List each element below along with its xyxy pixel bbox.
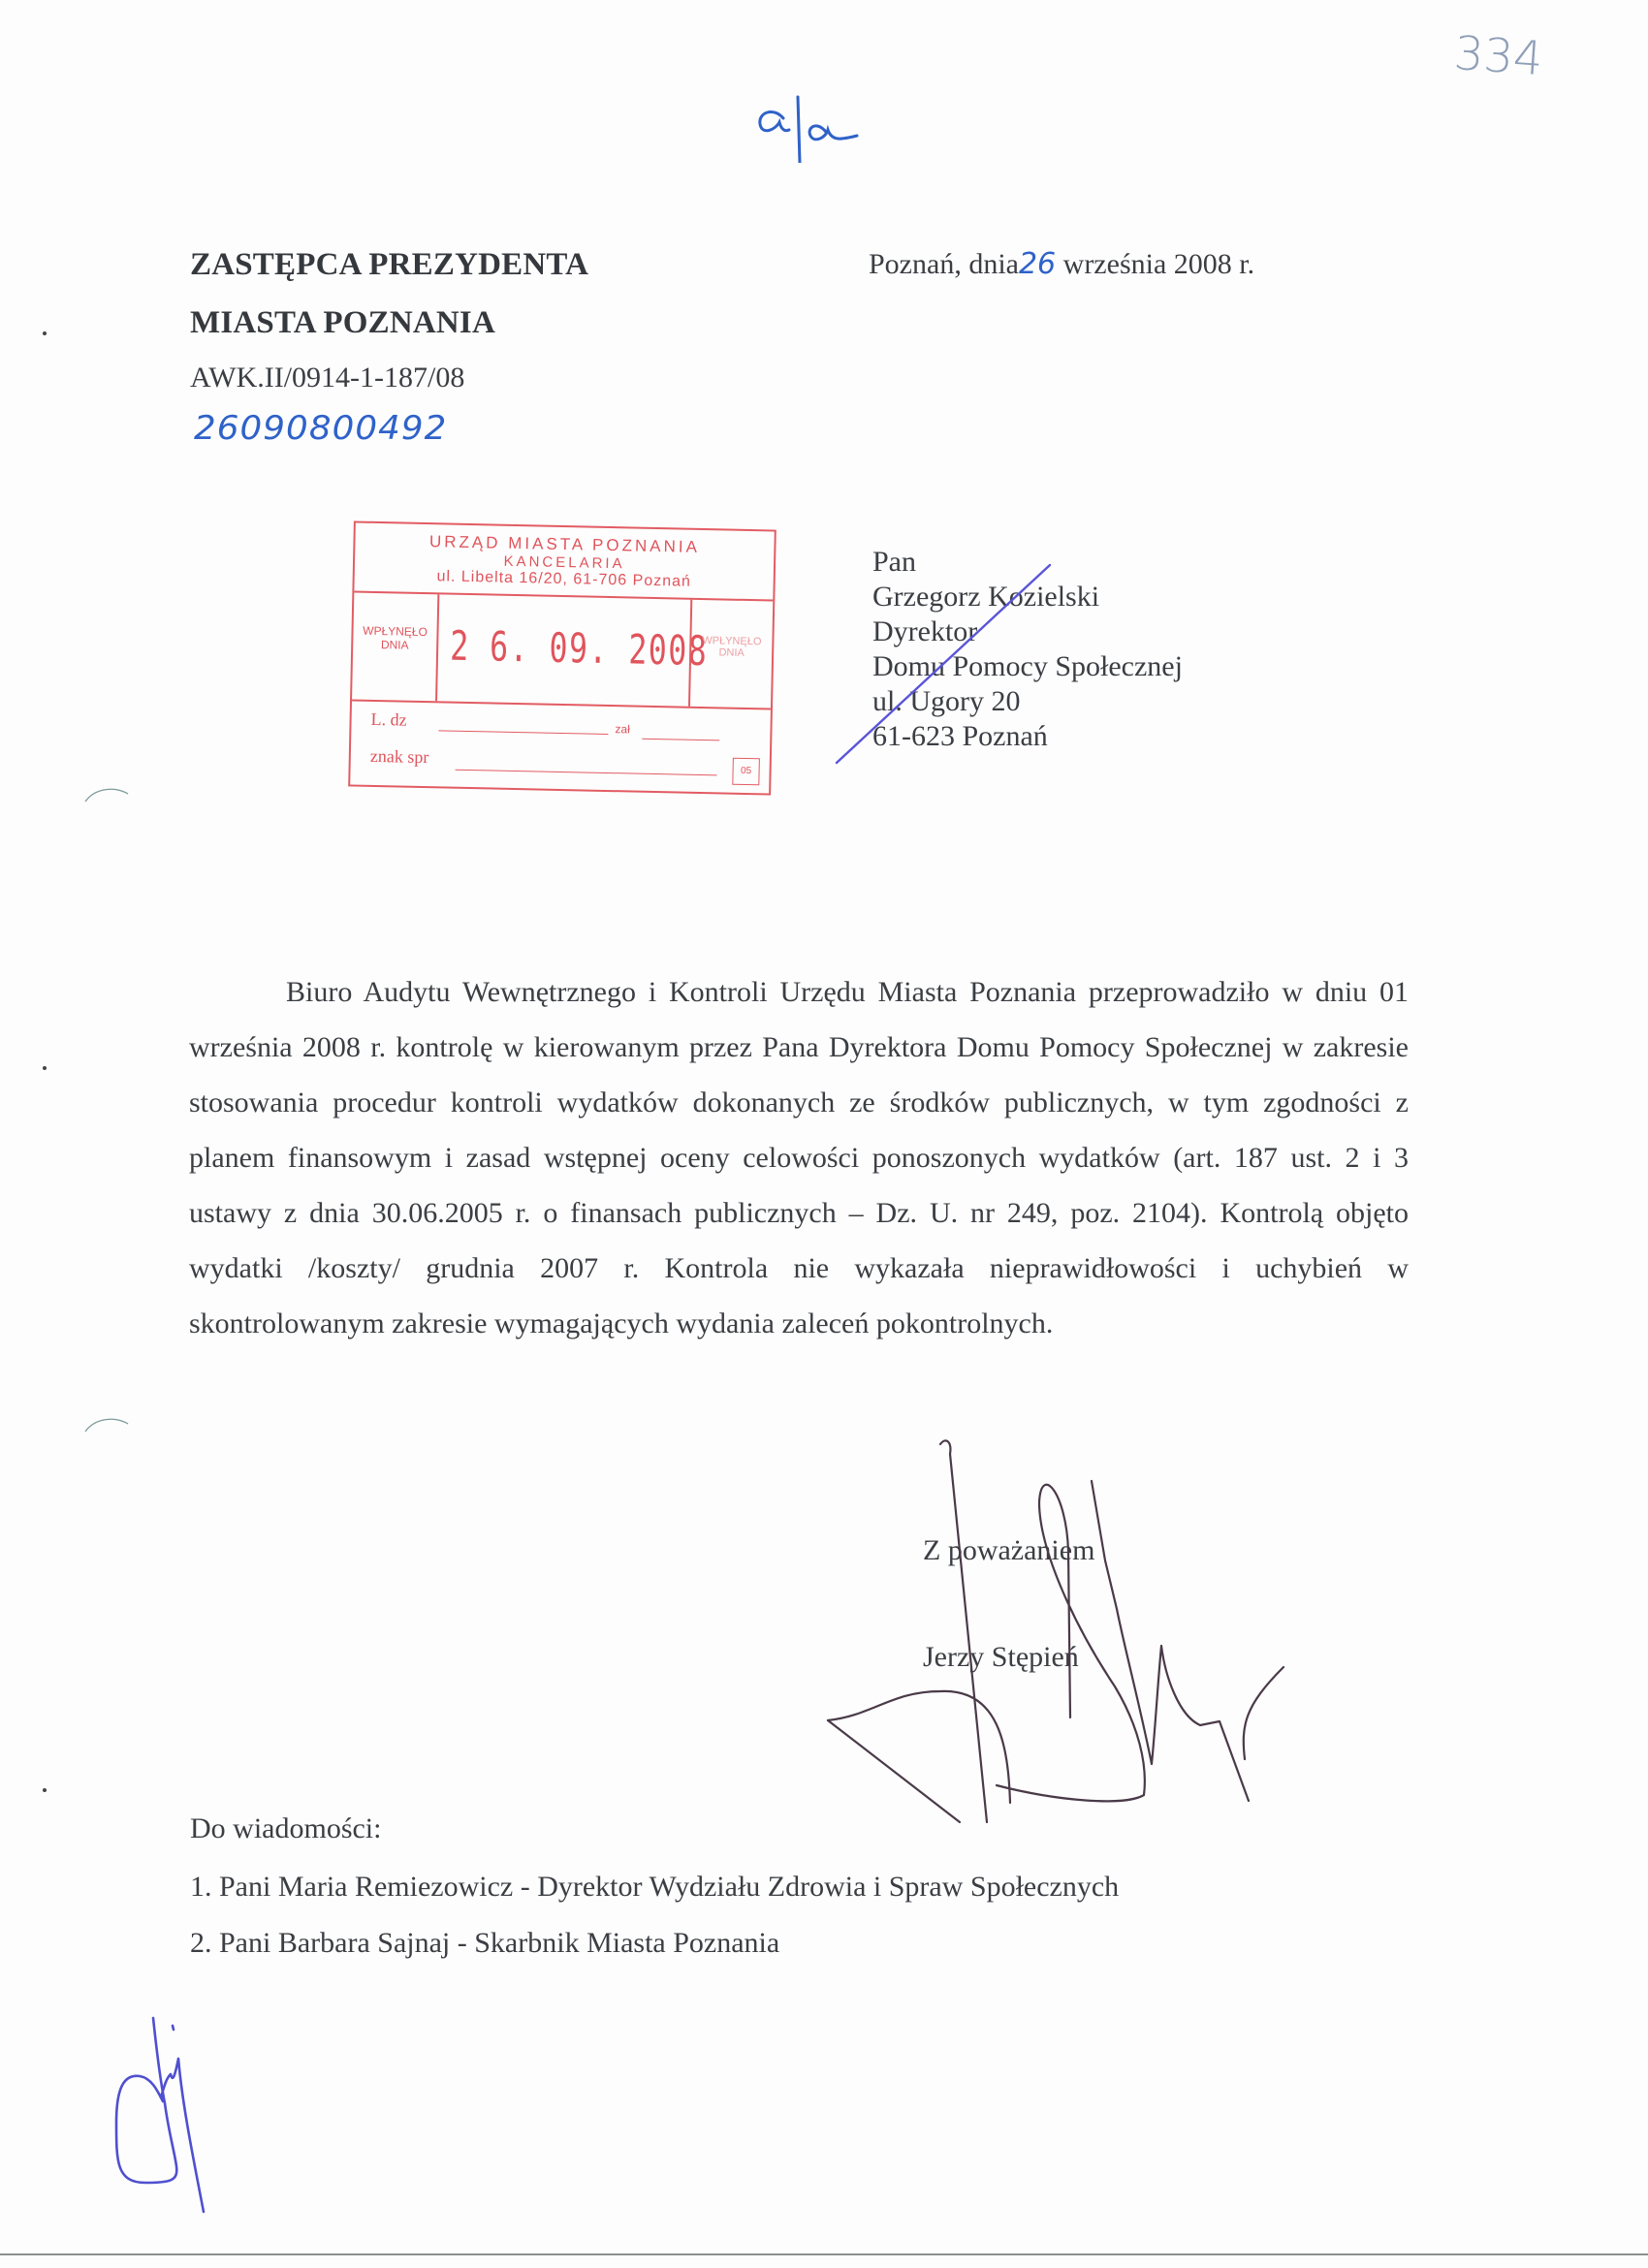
recipient-line: Grzegorz Kozielski — [872, 581, 1100, 613]
stamp-label-text: DNIA — [718, 646, 745, 659]
handwritten-initials — [78, 1997, 271, 2268]
handwritten-page-number: 334 — [1452, 25, 1545, 87]
recipient-line: Pan — [872, 546, 916, 578]
date-prefix: Poznań, dnia — [869, 248, 1019, 280]
stamp-label-text: DNIA — [380, 638, 409, 652]
stamp-date-row — [352, 592, 773, 709]
handwritten-top-mark — [746, 85, 872, 163]
sender-city: MIASTA POZNANIA — [190, 305, 496, 340]
reference-number: AWK.II/0914-1-187/08 — [190, 362, 465, 394]
pen-stroke-mark — [829, 557, 1062, 771]
signatory-name: Jerzy Stępień — [923, 1641, 1079, 1673]
body-paragraph: Biuro Audytu Wewnętrznego i Kontroli Urzędu Miasta Poznania przeprowadziło w dniu 01 września 2008 r. kontrolę w kierowanym przez Pana Dyrektora Domu Pomocy Społecznej w zakresie stosowania procedur kontroli wydatków dokonanych ze środków publicznych, w tym zgodności z planem finansowym i zasad wstępnej oceny celowości ponoszonych wydatków (art. 187 ust. 2 i 3 ustawy z dnia 30.06.2005 r. o finansach publicznych – Dz. U. nr 249, poz. 2104). Kontrolą objęto wydatki /koszty/ grudnia 2007 r. Kontrola nie wykazała nieprawidłowości i uchybień w skontrolowanym zakresie wymagających wydania zaleceń pokontrolnych. — [189, 976, 1409, 1339]
sender-title: ZASTĘPCA PREZYDENTA — [190, 247, 589, 282]
stamp-znak-line — [456, 770, 717, 776]
letter-date — [869, 247, 1254, 281]
recipient-line: ul. Ugory 20 — [872, 685, 1021, 717]
stamp-received-date: 2 6. 09. 2008 — [449, 621, 709, 676]
distribution-title: Do wiadomości: — [190, 1812, 382, 1844]
stamp-received-label-left — [352, 592, 439, 701]
recipient-line: Domu Pomocy Społecznej — [872, 650, 1183, 682]
stamp-received-label-right — [688, 600, 773, 709]
stamp-department: KANCELARIA — [503, 552, 625, 573]
stamp-ldz-line — [438, 730, 608, 735]
stamp-znak-label: znak spr — [369, 745, 429, 768]
stamp-label-text: WPŁYNĘŁO — [363, 623, 428, 640]
stamp-corner-code: 05 — [732, 758, 760, 786]
binder-hole-mark — [78, 780, 136, 809]
margin-dot — [43, 331, 47, 335]
stamp-label-text: WPŁYNĘŁO — [702, 635, 762, 648]
handwritten-day: 26 — [1018, 247, 1057, 281]
margin-dot — [43, 1066, 47, 1070]
scan-edge-line — [0, 2253, 1648, 2255]
recipient-line: 61-623 Poznań — [872, 720, 1048, 752]
distribution-item: 2. Pani Barbara Sajnaj - Skarbnik Miasta Poznania — [190, 1927, 780, 1959]
received-stamp — [348, 520, 776, 795]
stamp-office: URZĄD MIASTA POZNANIA — [428, 532, 701, 556]
margin-dot — [43, 1788, 47, 1792]
handwritten-registry-number: 26090800492 — [194, 409, 448, 448]
closing-salutation: Z poważaniem — [923, 1534, 1095, 1566]
stamp-ldz-label: L. dz — [370, 709, 407, 730]
stamp-address: ul. Libelta 16/20, 61-706 Poznań — [436, 568, 692, 590]
stamp-header — [354, 523, 774, 602]
letter-body — [189, 964, 1409, 1351]
stamp-zal-line — [642, 739, 719, 741]
date-suffix: września 2008 r. — [1062, 248, 1255, 280]
distribution-item: 1. Pani Maria Remiezowicz - Dyrektor Wydziału Zdrowia i Spraw Społecznych — [190, 1871, 1120, 1903]
handwritten-signature — [814, 1434, 1318, 1842]
recipient-line: Dyrektor — [872, 615, 978, 647]
stamp-zal-label: zał — [615, 722, 630, 737]
binder-hole-mark — [78, 1410, 136, 1439]
